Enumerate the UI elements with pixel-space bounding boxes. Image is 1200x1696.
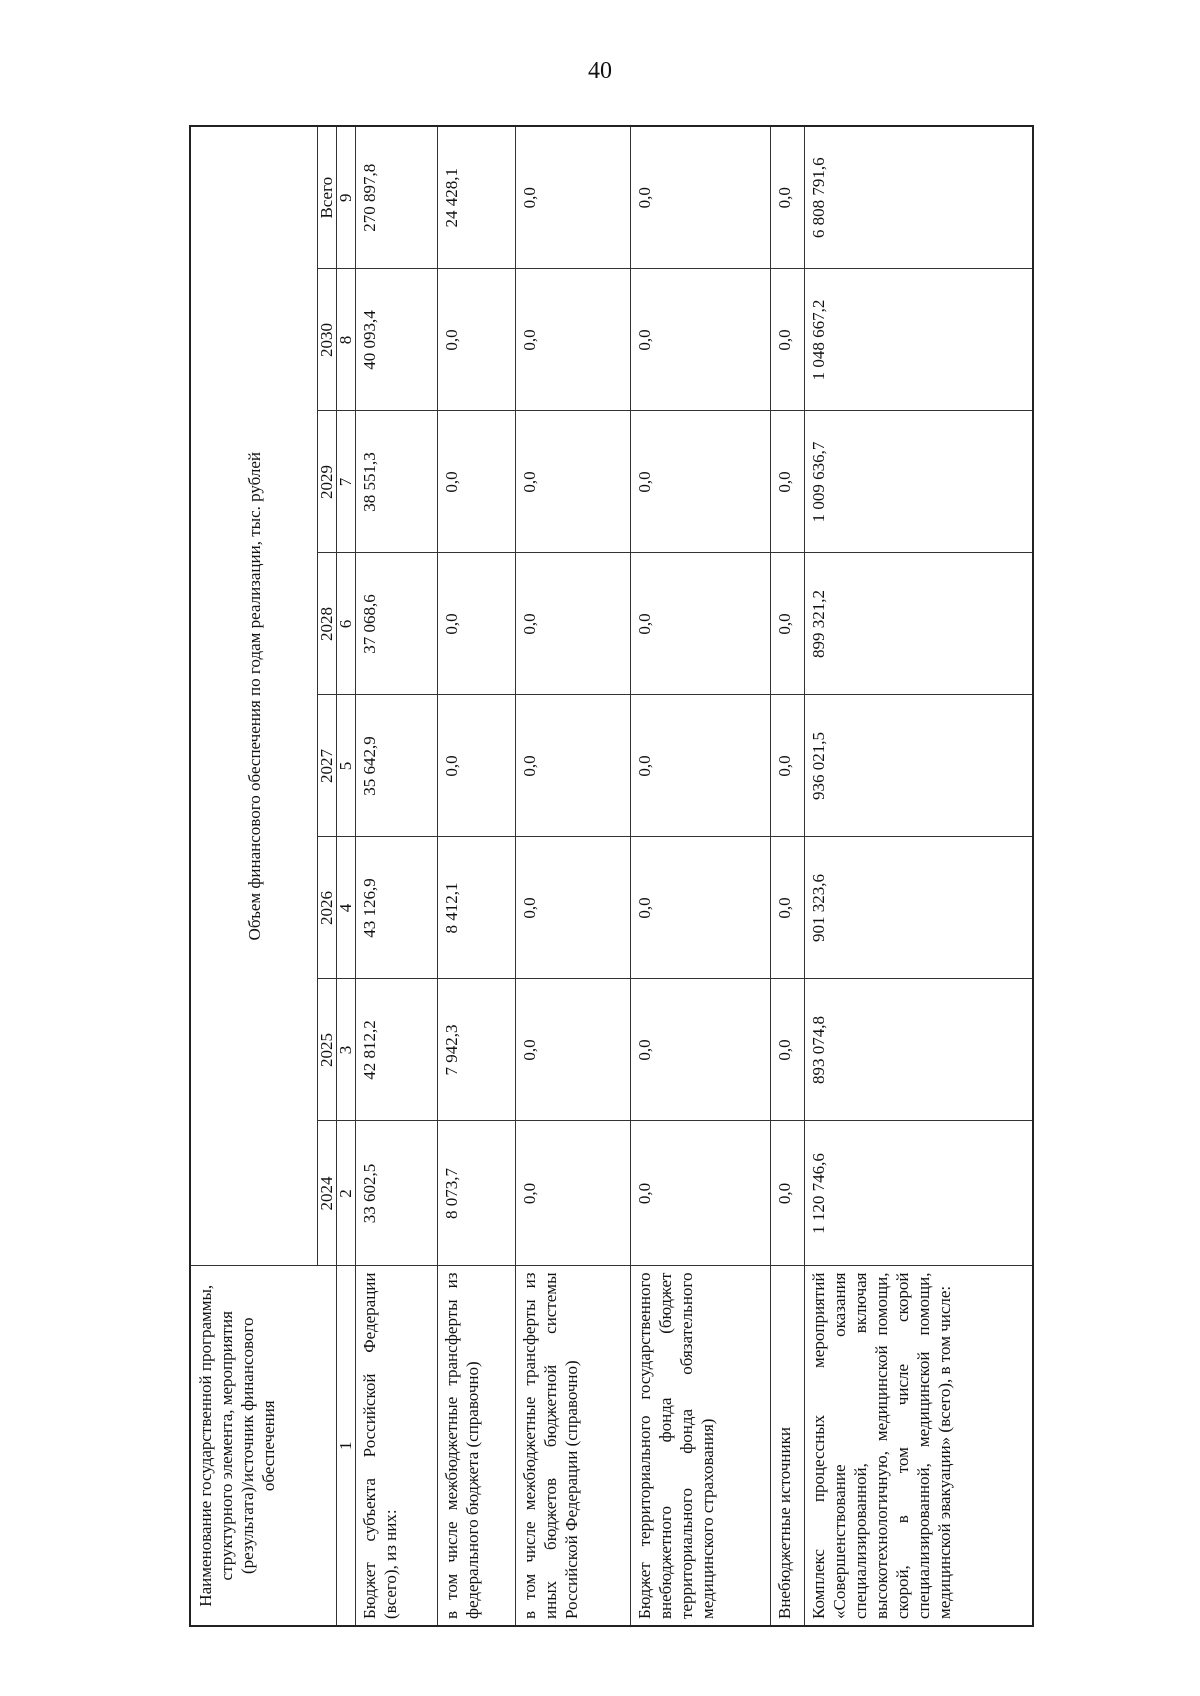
value-cell: 0,0	[516, 553, 631, 695]
value-cell: 42 812,2	[356, 979, 438, 1121]
value-cell: 0,0	[516, 126, 631, 269]
value-cell: 899 321,2	[805, 553, 1033, 695]
rotated-table-wrapper	[189, 127, 1189, 1627]
value-cell: 0,0	[631, 126, 771, 269]
value-cell: 1 048 667,2	[805, 269, 1033, 411]
value-cell: 33 602,5	[356, 1121, 438, 1266]
value-cell: 0,0	[631, 269, 771, 411]
value-cell: 0,0	[771, 269, 805, 411]
row-name: Комплекс процессных мероприятий «Совершенствование оказания специализированной, включая высокотехнологичную, медицинской помощи, скорой, в том числе скорой специализированной, медицинской помощи, медицинской эвакуации» (всего), в том числе:	[805, 1266, 1033, 1626]
value-cell: 24 428,1	[438, 126, 516, 269]
value-cell: 7 942,3	[438, 979, 516, 1121]
year-header: 2026	[318, 837, 337, 979]
value-cell: 0,0	[631, 553, 771, 695]
row-name: в том числе межбюджетные трансферты из федерального бюджета (справочно)	[438, 1266, 516, 1626]
index-row	[337, 126, 356, 1626]
value-cell: 0,0	[771, 126, 805, 269]
year-header: 2024	[318, 1121, 337, 1266]
table-row	[771, 126, 805, 1626]
year-header: 2030	[318, 269, 337, 411]
value-cell: 0,0	[438, 695, 516, 837]
value-cell: 0,0	[631, 411, 771, 553]
value-cell: 0,0	[771, 837, 805, 979]
financing-table	[189, 125, 1034, 1627]
page-number: 40	[588, 58, 612, 84]
year-header: 2025	[318, 979, 337, 1121]
value-cell: 40 093,4	[356, 269, 438, 411]
row-name: Внебюджетные источники	[771, 1266, 805, 1626]
column-index: 8	[337, 269, 356, 411]
value-cell: 0,0	[516, 837, 631, 979]
year-header: 2029	[318, 411, 337, 553]
value-cell: 1 120 746,6	[805, 1121, 1033, 1266]
value-cell: 8 412,1	[438, 837, 516, 979]
value-cell: 0,0	[631, 695, 771, 837]
column-index: 5	[337, 695, 356, 837]
column-index: 4	[337, 837, 356, 979]
value-cell: 936 021,5	[805, 695, 1033, 837]
column-index: 3	[337, 979, 356, 1121]
value-cell: 0,0	[516, 411, 631, 553]
value-cell: 0,0	[438, 411, 516, 553]
value-cell: 8 073,7	[438, 1121, 516, 1266]
value-cell: 893 074,8	[805, 979, 1033, 1121]
header-volume: Объем финансового обеспечения по годам реализации, тыс. рублей	[190, 126, 318, 1266]
column-index: 7	[337, 411, 356, 553]
row-name: в том числе межбюджетные трансферты из иных бюджетов бюджетной системы Российской Федерации (справочно)	[516, 1266, 631, 1626]
header-name: Наименование государственной программы, структурного элемента, мероприятия (результата)/источник финансового обеспечения	[190, 1266, 337, 1626]
row-name: Бюджет субъекта Российской Федерации (всего), из них:	[356, 1266, 438, 1626]
value-cell: 37 068,6	[356, 553, 438, 695]
table-row	[805, 126, 1033, 1626]
value-cell: 1 009 636,7	[805, 411, 1033, 553]
value-cell: 0,0	[631, 979, 771, 1121]
row-name: Бюджет территориального государственного внебюджетного фонда (бюджет территориального фонда обязательного медицинского страхования)	[631, 1266, 771, 1626]
table-row	[631, 126, 771, 1626]
value-cell: 38 551,3	[356, 411, 438, 553]
value-cell: 0,0	[771, 553, 805, 695]
column-index: 6	[337, 553, 356, 695]
value-cell: 0,0	[631, 1121, 771, 1266]
value-cell: 0,0	[771, 695, 805, 837]
value-cell: 0,0	[516, 695, 631, 837]
table-row	[356, 126, 438, 1626]
value-cell: 43 126,9	[356, 837, 438, 979]
value-cell: 35 642,9	[356, 695, 438, 837]
column-index: 9	[337, 126, 356, 269]
value-cell: 901 323,6	[805, 837, 1033, 979]
value-cell: 6 808 791,6	[805, 126, 1033, 269]
value-cell: 0,0	[438, 553, 516, 695]
year-header: 2028	[318, 553, 337, 695]
value-cell: 270 897,8	[356, 126, 438, 269]
value-cell: 0,0	[771, 1121, 805, 1266]
value-cell: 0,0	[438, 269, 516, 411]
year-header: 2027	[318, 695, 337, 837]
total-header: Всего	[318, 126, 337, 269]
column-index: 1	[337, 1266, 356, 1626]
value-cell: 0,0	[631, 837, 771, 979]
value-cell: 0,0	[516, 1121, 631, 1266]
value-cell: 0,0	[771, 979, 805, 1121]
value-cell: 0,0	[516, 979, 631, 1121]
table-row	[438, 126, 516, 1626]
value-cell: 0,0	[771, 411, 805, 553]
table-row	[516, 126, 631, 1626]
value-cell: 0,0	[516, 269, 631, 411]
column-index: 2	[337, 1121, 356, 1266]
